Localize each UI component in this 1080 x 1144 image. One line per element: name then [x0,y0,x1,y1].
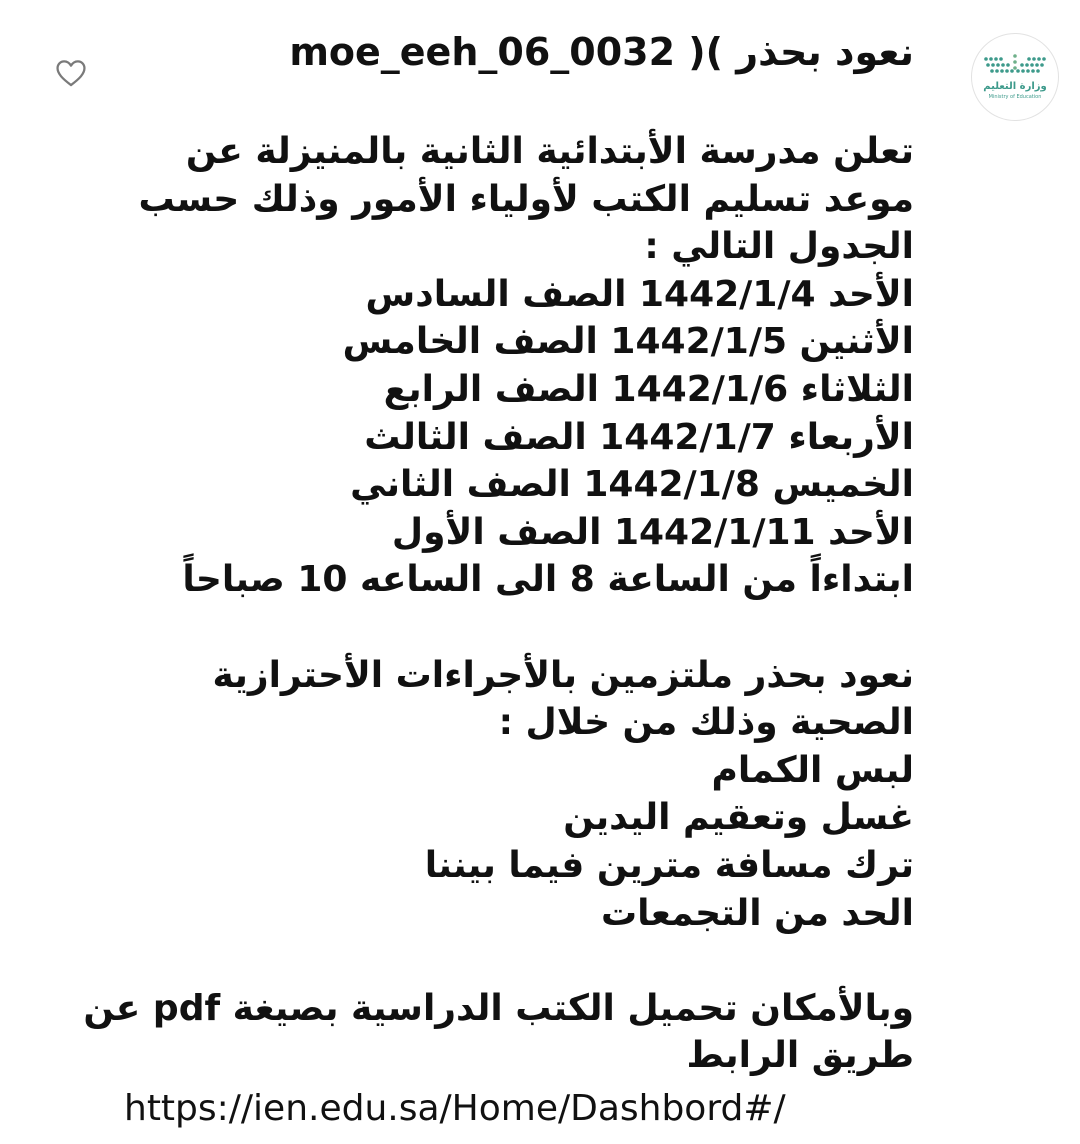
body-line: طريق الرابط [686,1035,914,1077]
paragraph-gap [134,937,914,985]
schedule-line-thursday: الخميس 1442/1/8 الصف الثاني [350,464,914,506]
precaution-item: ترك مسافة مترين فيما بيننا [424,844,914,886]
dashboard-link[interactable]: https://ien.edu.sa/Home/Dashbord#/ [124,1088,786,1129]
schedule-line-tuesday: الثلاثاء 1442/1/6 الصف الرابع [383,368,914,410]
like-button[interactable] [54,56,88,90]
logo-text-en: Ministry of Education [988,94,1042,100]
post-body [83,128,914,1080]
schedule-line-wednesday: الأربعاء 1442/1/7 الصف الثالث [364,416,914,458]
logo-text-ar: وزارة التعليم [983,81,1047,92]
schedule-line-sunday-2: الأحد 1442/1/11 الصف الأول [391,511,914,553]
post-username[interactable]: moe_eeh_06_0032 )( نعود بحذر [289,30,914,74]
paragraph-gap [134,604,914,652]
schedule-time: ابتداءاً من الساعة 8 الى الساعه 10 صباحاً [182,559,914,601]
body-line: الجدول التالي : [644,226,914,268]
schedule-line-monday: الأثنين 1442/1/5 الصف الخامس [342,321,914,363]
body-line: وبالأمكان تحميل الكتب الدراسية بصيغة pdf عن [83,987,914,1029]
precaution-item: غسل وتعقيم اليدين [563,797,914,839]
precaution-item: الحد من التجمعات [601,892,914,934]
body-line: تعلن مدرسة الأبتدائية الثانية بالمنيزلة عن [185,131,914,172]
precaution-item: لبس الكمام [711,749,914,791]
body-line: الصحية وذلك من خلال : [498,702,914,744]
body-line: موعد تسليم الكتب لأولياء الأمور وذلك حسب [138,178,914,220]
schedule-line-sunday: الأحد 1442/1/4 الصف السادس [365,273,914,315]
body-line: نعود بحذر ملتزمين بالأجراءات الأحترازية [212,654,914,696]
avatar[interactable] [971,33,1059,121]
ministry-of-education-logo [972,34,1058,120]
heart-outline-icon [54,56,88,90]
